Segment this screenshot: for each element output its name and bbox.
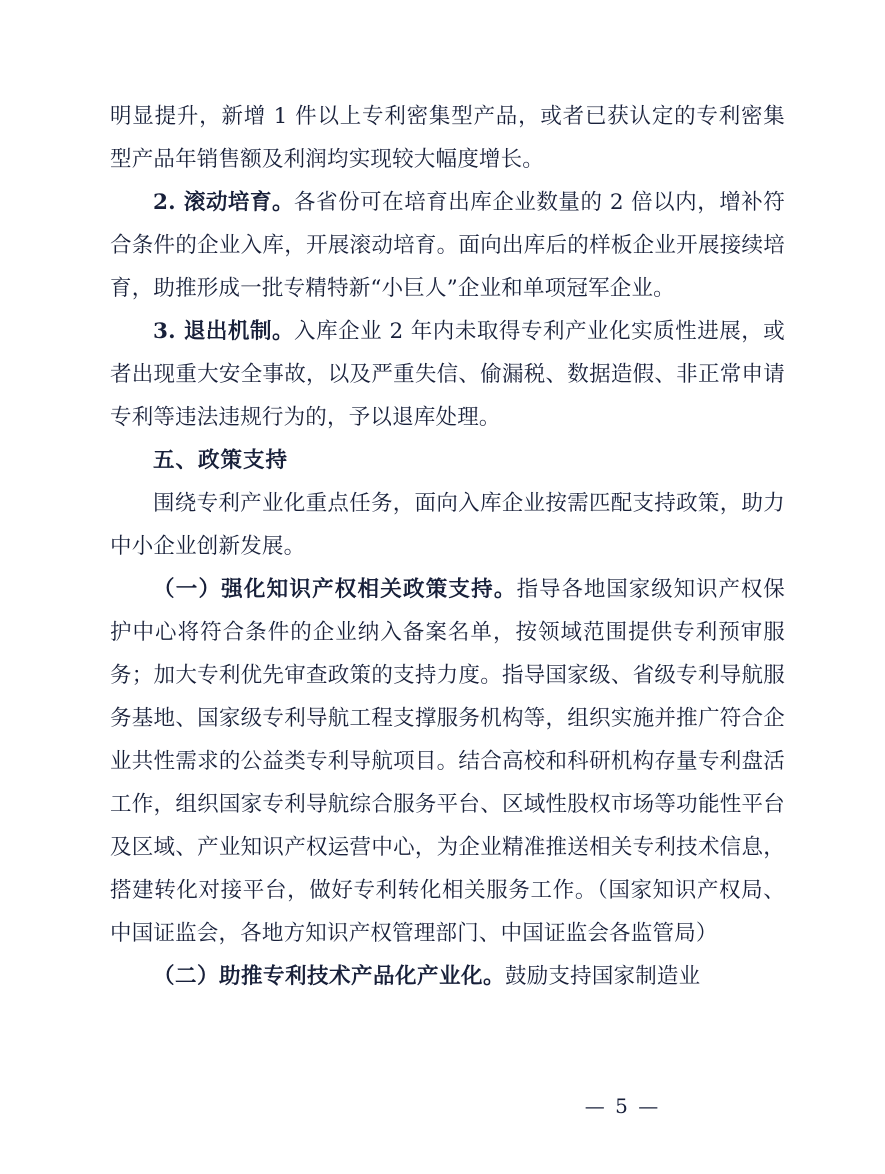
section-heading: 五、政策支持 [153, 448, 289, 473]
paragraph-lead-label: （二）助推专利技术产品化产业化。 [153, 964, 506, 989]
paragraph-lead-label: 3. 退出机制。 [153, 319, 295, 344]
paragraph-item-2 [110, 181, 785, 310]
paragraph-sub-2 [110, 955, 785, 998]
paragraph-text: 各省份可在培育出库企业数量的 2 倍以内，增补符合条件的企业入库，开展滚动培育。面向出库后的样板企业开展接续培育，助推形成一批专精特新“小巨人”企业和单项冠军企业。 [110, 190, 785, 301]
paragraph-continuation [110, 95, 785, 181]
paragraph-section-intro [110, 482, 785, 568]
paragraph-lead-label: 2. 滚动培育。 [153, 190, 295, 215]
paragraph-item-3 [110, 310, 785, 439]
paragraph-text: 鼓励支持国家制造业 [505, 964, 701, 989]
paragraph-lead-label: （一）强化知识产权相关政策支持。 [153, 577, 517, 602]
document-body [110, 95, 785, 998]
page-number: — 5 — [584, 1094, 661, 1118]
paragraph-text: 明显提升，新增 1 件以上专利密集型产品，或者已获认定的专利密集型产品年销售额及利润均实现较大幅度增长。 [110, 104, 785, 172]
paragraph-text: 指导各地国家级知识产权保护中心将符合条件的企业纳入备案名单，按领域范围提供专利预审服务；加大专利优先审查政策的支持力度。指导国家级、省级专利导航服务基地、国家级专利导航工程支撑服务机构等，组织实施并推广符合企业共性需求的公益类专利导航项目。结合高校和科研机构存量专利盘活工作，组织国家专利导航综合服务平台、区域性股权市场等功能性平台及区域、产业知识产权运营中心，为企业精准推送相关专利技术信息，搭建转化对接平台，做好专利转化相关服务工作。（国家知识产权局、中国证监会，各地方知识产权管理部门、中国证监会各监管局） [110, 577, 785, 946]
page-footer [0, 1094, 885, 1118]
paragraph-text: 入库企业 2 年内未取得专利产业化实质性进展，或者出现重大安全事故，以及严重失信、偷漏税、数据造假、非正常申请专利等违法违规行为的，予以退库处理。 [110, 319, 785, 430]
paragraph-text: 围绕专利产业化重点任务，面向入库企业按需匹配支持政策，助力中小企业创新发展。 [110, 491, 785, 559]
paragraph-sub-1 [110, 568, 785, 955]
